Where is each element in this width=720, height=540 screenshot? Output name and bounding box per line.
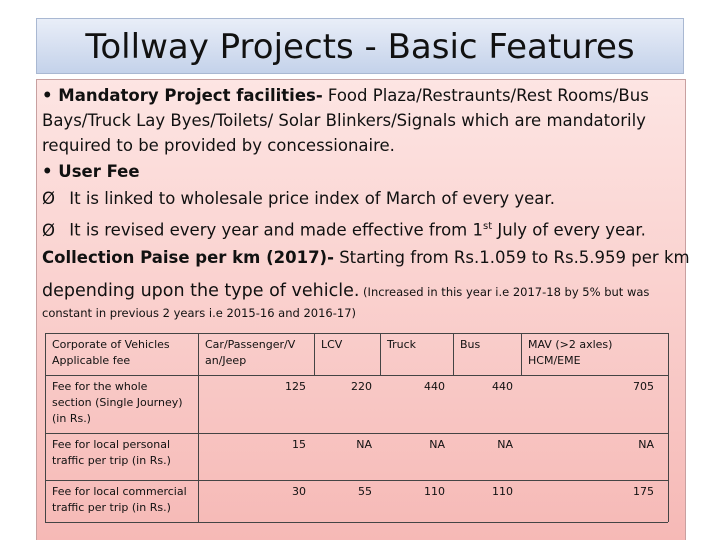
- table-column-divider: [45, 333, 46, 375]
- table-header-text: Bus: [460, 338, 481, 351]
- mandatory-line-2: Bays/Truck Lay Byes/Toilets/ Solar Blinkers/Signals which are mandatorily: [42, 111, 646, 130]
- table-cell-value: 110: [424, 485, 445, 498]
- table-header-cell: [205, 337, 311, 369]
- table-cell-value: 30: [292, 485, 306, 498]
- table-column-divider: [668, 333, 669, 375]
- table-header-text: HCM/EME: [528, 354, 581, 367]
- fee-point-2: [42, 214, 646, 243]
- table-column-divider: [668, 375, 669, 522]
- table-cell-value: 15: [292, 438, 306, 451]
- table-row-label-text: (in Rs.): [52, 412, 91, 425]
- table-column-divider: [314, 333, 315, 375]
- table-row-label: [52, 437, 195, 469]
- table-row-divider: [45, 375, 668, 376]
- table-header-text: Truck: [387, 338, 417, 351]
- table-row-label-text: section (Single Journey): [52, 396, 183, 409]
- mandatory-line-3: required to be provided by concessionaire.: [42, 136, 395, 155]
- collection-line: [42, 245, 690, 271]
- table-column-divider: [521, 333, 522, 375]
- mandatory-text-1: Food Plaza/Restraunts/Rest Rooms/Bus: [322, 86, 649, 105]
- table-cell-value: NA: [429, 438, 445, 451]
- table-row-label: [52, 484, 195, 516]
- table-cell-value: 125: [285, 380, 306, 393]
- table-cell-value: NA: [356, 438, 372, 451]
- user-fee-label: • User Fee: [42, 162, 140, 181]
- mandatory-line-1: [42, 83, 649, 109]
- table-cell-value: 440: [492, 380, 513, 393]
- table-row-label: [52, 379, 195, 427]
- table-column-divider: [45, 375, 46, 522]
- table-column-divider: [453, 333, 454, 375]
- table-row-label-text: traffic per trip (in Rs.): [52, 501, 171, 514]
- table-row-divider: [45, 433, 668, 434]
- fee-point-1: [42, 186, 555, 212]
- table-row-label-text: Fee for local commercial: [52, 485, 187, 498]
- table-header-cell: [528, 337, 665, 369]
- table-header-cell: [52, 337, 195, 369]
- table-row-label-text: Fee for local personal: [52, 438, 171, 451]
- table-header-cell: [460, 337, 518, 353]
- table-header-text: Car/Passenger/V: [205, 338, 296, 351]
- table-row-label-text: traffic per trip (in Rs.): [52, 454, 171, 467]
- fee-point-1-text: It is linked to wholesale price index of March of every year.: [69, 189, 555, 208]
- table-row-divider: [45, 333, 668, 334]
- table-header-text: Corporate of Vehicles: [52, 338, 170, 351]
- title-banner: [36, 18, 684, 74]
- constant-note: constant in previous 2 years i.e 2015-16 and 2016-17): [42, 306, 356, 320]
- mandatory-label: • Mandatory Project facilities-: [42, 86, 323, 105]
- arrow-bullet-icon: Ø: [42, 189, 55, 208]
- table-column-divider: [198, 333, 199, 375]
- table-row-label-text: Fee for the whole: [52, 380, 148, 393]
- fee-point-2-text-a: It is revised every year and made effective from 1: [69, 220, 483, 240]
- depending-text: depending upon the type of vehicle.: [42, 281, 360, 301]
- page-title: Tollway Projects - Basic Features: [85, 27, 635, 67]
- increase-note: (Increased in this year i.e 2017-18 by 5% but was: [359, 285, 650, 299]
- table-cell-value: 110: [492, 485, 513, 498]
- fee-point-2-sup: st: [483, 221, 493, 232]
- collection-text: Starting from Rs.1.059 to Rs.5.959 per km: [333, 248, 690, 267]
- table-cell-value: 55: [358, 485, 372, 498]
- table-cell-value: NA: [638, 438, 654, 451]
- table-header-text: Applicable fee: [52, 354, 131, 367]
- table-cell-value: 705: [633, 380, 654, 393]
- arrow-bullet-icon: Ø: [42, 220, 55, 240]
- table-header-text: MAV (>2 axles): [528, 338, 613, 351]
- table-column-divider: [380, 333, 381, 375]
- table-header-text: LCV: [321, 338, 343, 351]
- fee-point-2-text-b: July of every year.: [492, 220, 646, 240]
- table-cell-value: 220: [351, 380, 372, 393]
- collection-label: Collection Paise per km (2017)-: [42, 248, 334, 267]
- table-cell-value: 175: [633, 485, 654, 498]
- table-cell-value: NA: [497, 438, 513, 451]
- table-header-text: an/Jeep: [205, 354, 247, 367]
- table-cell-value: 440: [424, 380, 445, 393]
- table-header-cell: [387, 337, 450, 353]
- table-row-divider: [45, 522, 668, 523]
- table-header-cell: [321, 337, 377, 353]
- table-row-divider: [45, 480, 668, 481]
